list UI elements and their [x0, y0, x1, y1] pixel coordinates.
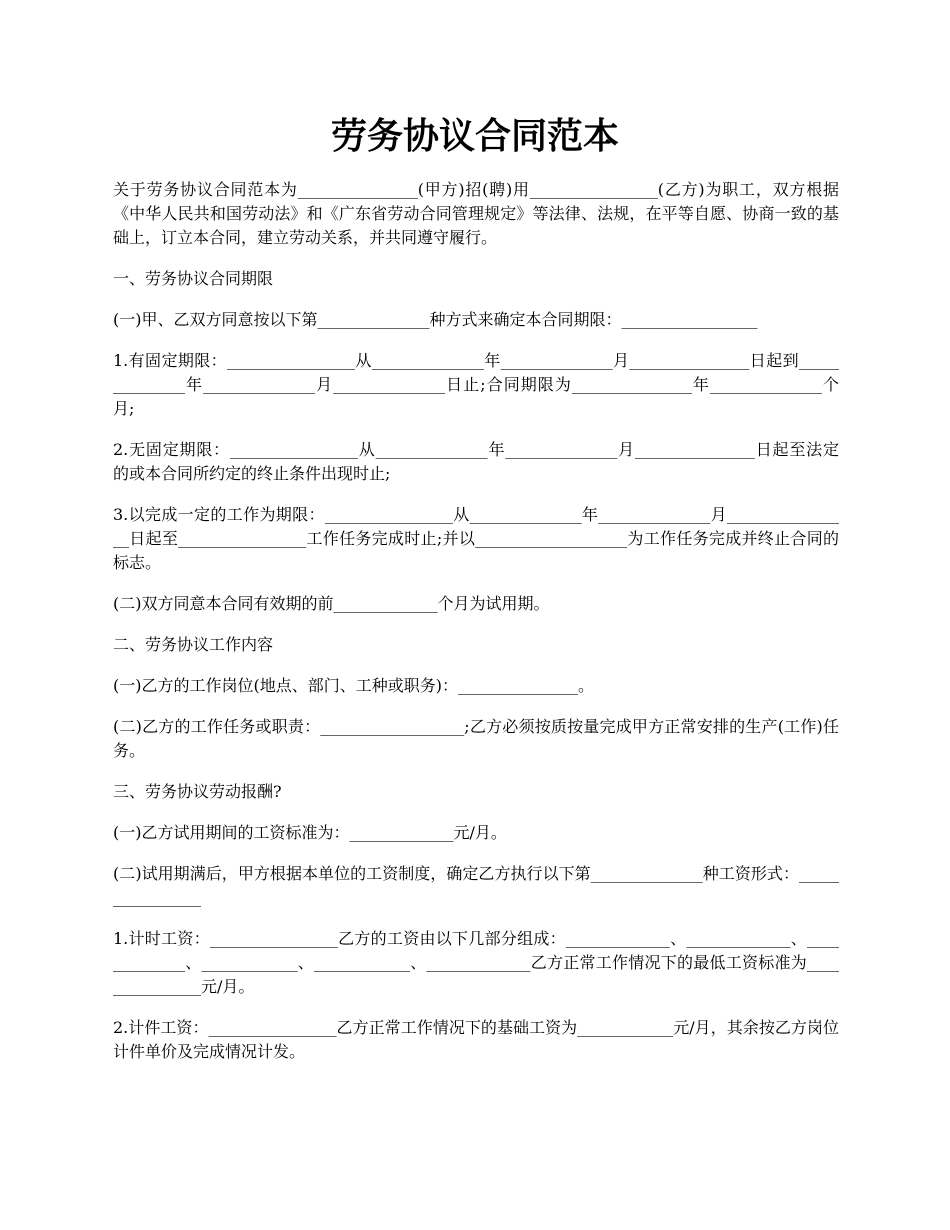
paragraph-wage-form: (二)试用期满后，甲方根据本单位的工资制度，确定乙方执行以下第______________种工资形式：________________	[113, 864, 839, 907]
paragraph-fixed-term: 1.有固定期限：________________从______________年______________月_______________日起到______________年______________月______________日止;合同期限为_______________年______________个月;	[113, 351, 839, 418]
paragraph-job-position: (一)乙方的工作岗位(地点、部门、工种或职务)：_______________。	[113, 676, 594, 695]
paragraph-piece-wage: 2.计件工资：________________乙方正常工作情况下的基础工资为____________元/月，其余按乙方岗位计件单价及完成情况计发。	[113, 1018, 839, 1061]
paragraph-task-term: 3.以完成一定的工作为期限：________________从______________年______________月________________日起至________________工作任务完成时止;并以___________________为工作任务完成并终止合同的标志。	[113, 505, 839, 572]
paragraph-intro: 关于劳务协议合同范本为_______________(甲方)招(聘)用________________(乙方)为职工，双方根据《中华人民共和国劳动法》和《广东省劳动合同管理规定》等法律、法规，在平等自愿、协商一致的基础上，订立本合同，建立劳动关系，并共同遵守履行。	[113, 180, 839, 247]
paragraph-probation-wage: (一)乙方试用期间的工资标准为：_____________元/月。	[113, 823, 507, 842]
section-heading-remuneration: 三、劳务协议劳动报酬?	[113, 782, 282, 801]
paragraph-term-method: (一)甲、乙双方同意按以下第______________种方式来确定本合同期限：_________________	[113, 310, 758, 329]
paragraph-job-duties: (二)乙方的工作任务或职责：__________________;乙方必须按质按量完成甲方正常安排的生产(工作)任务。	[113, 717, 839, 760]
section-heading-work-content: 二、劳务协议工作内容	[113, 635, 274, 654]
paragraph-open-term: 2.无固定期限：________________从______________年______________月_______________日起至法定的或本合同所约定的终止条件出现时止;	[113, 440, 839, 483]
paragraph-probation: (二)双方同意本合同有效期的前_____________个月为试用期。	[113, 594, 550, 613]
section-heading-term: 一、劳务协议合同期限	[113, 269, 274, 288]
document-title: 劳务协议合同范本	[330, 115, 619, 157]
paragraph-time-wage: 1.计时工资：________________乙方的工资由以下几部分组成：_____________、_____________、_____________、____________、____________、_____________乙方正常工作情况下的最低工资标准为_______________元/月。	[113, 929, 839, 996]
document-body	[113, 178, 839, 1081]
